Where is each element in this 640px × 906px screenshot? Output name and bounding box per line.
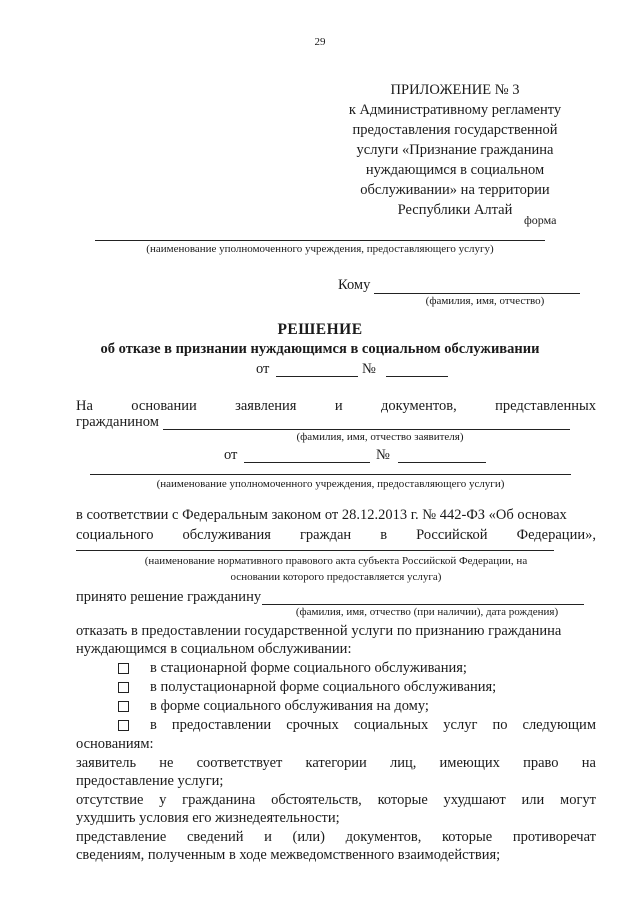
- word: лиц,: [389, 755, 417, 771]
- word: право: [523, 755, 559, 771]
- decision-subtitle: об отказе в признании нуждающимся в социальном обслуживании: [100, 341, 540, 357]
- to-caption: (фамилия, имя, отчество): [425, 295, 545, 307]
- basis-line: [76, 398, 596, 415]
- option-row: [118, 679, 129, 696]
- org-name-caption: (наименование уполномоченного учреждения, предоставляющего услугу): [146, 243, 494, 255]
- ground-3-line-1: представление сведений и (или) документов, которые противоречат: [76, 829, 596, 845]
- applic-number-field: [398, 462, 486, 463]
- applic-org-caption: (наименование уполномоченного учреждения, предоставляющего услуги): [156, 478, 505, 490]
- citizen-field: [262, 604, 584, 605]
- word: основании: [131, 398, 197, 414]
- law-line-2: [76, 527, 596, 544]
- annex-line: Республики Алтай: [397, 202, 513, 218]
- form-label: форма: [524, 213, 557, 227]
- org-name-field: [95, 240, 545, 241]
- ground-2-line-2: ухудшить условия его жизнедеятельности;: [76, 810, 340, 826]
- refuse-line-2: нуждающимся в социальном обслуживании:: [76, 641, 352, 657]
- checkbox[interactable]: [118, 663, 129, 674]
- to-label: Кому: [338, 277, 371, 293]
- act-field: [76, 550, 554, 551]
- option-label: в форме социального обслуживания на дому;: [150, 698, 429, 714]
- word: Федерации»,: [516, 527, 596, 543]
- grounds-label: основаниям:: [76, 736, 154, 752]
- word: категории: [305, 755, 367, 771]
- citizen-caption: (фамилия, имя, отчество (при наличии), дата рождения): [295, 606, 559, 618]
- page-number: 29: [314, 36, 326, 48]
- word: и: [334, 398, 343, 414]
- annex-line: к Административному регламенту: [348, 102, 562, 118]
- word: граждан: [299, 527, 352, 543]
- checkbox[interactable]: [118, 701, 129, 712]
- ground-1-line-1: [76, 755, 596, 772]
- option-label: в стационарной форме социального обслуживания;: [150, 660, 467, 676]
- act-caption-1: (наименование нормативного правового акта субъекта Российской Федерации, на: [144, 555, 528, 567]
- word: на: [581, 755, 596, 771]
- word: документов,: [380, 398, 457, 414]
- word: представленных: [495, 398, 596, 414]
- annex-line: услуги «Признание гражданина: [356, 142, 554, 158]
- option-row: [118, 717, 129, 734]
- word: заявления: [235, 398, 297, 414]
- number-label: №: [362, 361, 376, 377]
- option-label: в полустационарной форме социального обслуживания;: [150, 679, 497, 695]
- annex-title: ПРИЛОЖЕНИЕ № 3: [390, 82, 520, 98]
- applicant-caption: (фамилия, имя, отчество заявителя): [296, 431, 464, 443]
- act-caption-2: основании которого предоставляется услуга): [230, 571, 442, 583]
- applicant-label: гражданином: [76, 414, 159, 430]
- decision-title: РЕШЕНИЕ: [277, 321, 363, 338]
- word: На: [76, 398, 93, 414]
- annex-line: нуждающимся в социальном: [365, 162, 545, 178]
- word: обслуживания: [182, 527, 271, 543]
- applic-from-label: от: [224, 447, 238, 463]
- checkbox[interactable]: [118, 682, 129, 693]
- annex-header: [330, 80, 580, 220]
- ground-2-line-1: отсутствие у гражданина обстоятельств, которые ухудшают или могут: [76, 792, 596, 808]
- ground-1-line-2: предоставление услуги;: [76, 773, 224, 789]
- option-label: в предоставлении срочных социальных услуг по следующим: [150, 717, 596, 733]
- decision-taken-label: принято решение гражданину: [76, 589, 262, 605]
- option-row: [118, 698, 129, 715]
- to-field: [374, 293, 580, 294]
- date-field: [276, 376, 358, 377]
- word: Российской: [416, 527, 488, 543]
- word: не: [159, 755, 174, 771]
- annex-line: предоставления государственной: [352, 122, 558, 138]
- word: соответствует: [196, 755, 283, 771]
- applic-date-field: [244, 462, 370, 463]
- ground-3-line-2: сведениям, полученным в ходе межведомственного взаимодействия;: [76, 847, 501, 863]
- word: социального: [76, 527, 154, 543]
- word: в: [380, 527, 388, 543]
- date-from-label: от: [256, 361, 270, 377]
- refuse-line-1: отказать в предоставлении государственной услуги по признанию гражданина: [76, 623, 562, 639]
- applic-number-label: №: [376, 447, 390, 463]
- option-row: [118, 660, 129, 677]
- word: имеющих: [439, 755, 500, 771]
- number-field: [386, 376, 448, 377]
- law-line-1: в соответствии с Федеральным законом от 28.12.2013 г. № 442-ФЗ «Об основах: [76, 507, 567, 523]
- annex-line: обслуживании» на территории: [360, 182, 550, 198]
- checkbox[interactable]: [118, 720, 129, 731]
- applicant-field: [163, 429, 570, 430]
- applic-org-field: [90, 474, 571, 475]
- word: заявитель: [76, 755, 137, 771]
